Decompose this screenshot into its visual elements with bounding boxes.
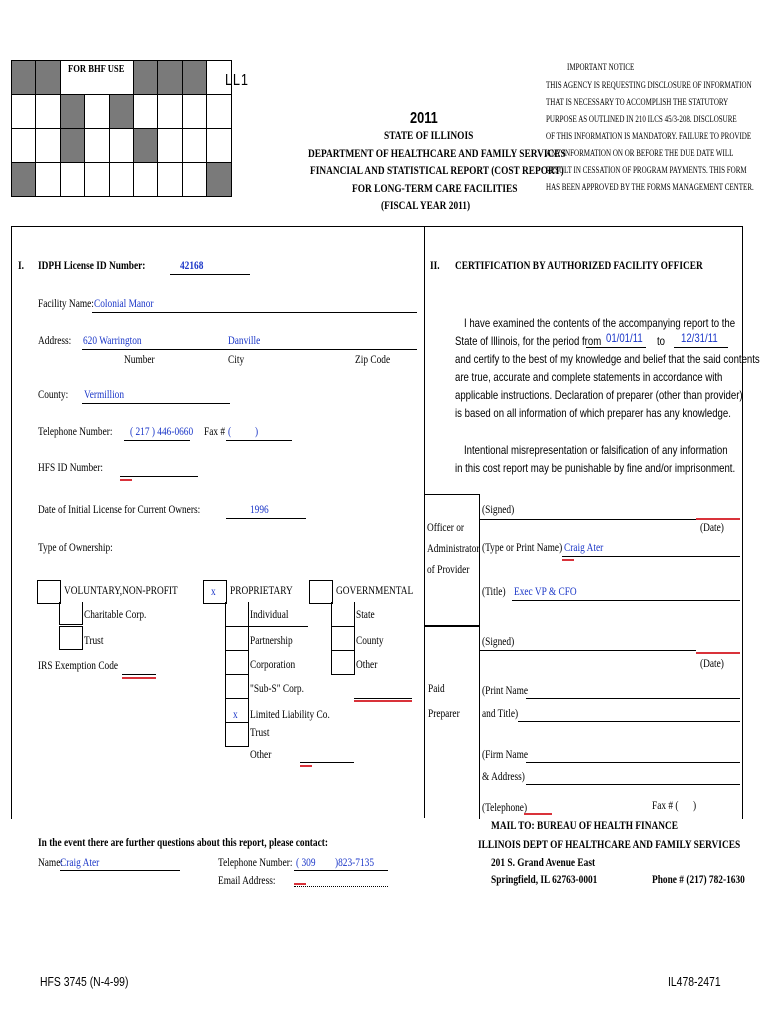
title-value[interactable]: Exec VP & CFO <box>514 584 577 598</box>
period-to-line <box>674 347 728 348</box>
print-name-label: and Title) <box>482 706 519 720</box>
individual-line <box>248 626 308 627</box>
print-name-line <box>526 698 740 699</box>
period-from-line <box>586 347 646 348</box>
date-label: (Date) <box>700 520 724 534</box>
bhf-grid-cell <box>157 128 182 163</box>
ownership-label: Type of Ownership: <box>38 540 113 554</box>
bhf-grid-cell <box>60 128 85 163</box>
other-prop-line <box>300 762 354 763</box>
idph-line <box>170 274 250 275</box>
bhf-grid-cell <box>109 94 134 129</box>
warning-line: Intentional misrepresentation or falsification of any information <box>464 443 728 457</box>
subs-corp-label: "Sub-S" Corp. <box>250 681 304 695</box>
bhf-grid-cell <box>109 128 134 163</box>
county-line <box>82 403 230 404</box>
date2-label: (Date) <box>700 656 724 670</box>
cert-line: I have examined the contents of the accompanying report to the <box>464 316 736 330</box>
state-title: STATE OF ILLINOIS <box>384 128 474 142</box>
title-label: (Title) <box>482 584 506 598</box>
zip-caption: Zip Code <box>355 352 391 366</box>
officer-label: of Provider <box>427 562 470 576</box>
contact-tel-line <box>294 870 388 871</box>
form-border <box>11 226 743 819</box>
facility-value[interactable]: Colonial Manor <box>94 296 154 310</box>
county-gov-label: County <box>356 633 384 647</box>
voluntary-label: VOLUNTARY,NON-PROFIT <box>64 583 178 597</box>
fax-label: Fax # <box>204 424 226 438</box>
print-title-line <box>518 721 740 722</box>
mail-to-line: 201 S. Grand Avenue East <box>491 855 596 869</box>
notice-line: RESULT IN CESSATION OF PROGRAM PAYMENTS. THIS FORM <box>546 165 747 175</box>
bhf-grid-cell <box>11 94 36 129</box>
firm-name-label: & Address) <box>482 769 525 783</box>
irs-line <box>122 674 156 675</box>
cert-line: are true, accurate and complete statements in accordance with <box>455 370 723 384</box>
contact-tel-area[interactable]: ( 309 <box>296 855 316 869</box>
section-one-numeral: I. <box>18 258 24 272</box>
bhf-grid-cell <box>206 128 231 163</box>
cert-line: State of Illinois, for the period from <box>455 334 602 348</box>
contact-name-line <box>60 870 180 871</box>
signed2-line <box>480 650 696 651</box>
bhf-grid-cell <box>84 94 109 129</box>
telephone2-red-mark <box>524 813 552 815</box>
department-title: DEPARTMENT OF HEALTHCARE AND FAMILY SERVICES <box>308 146 566 160</box>
bhf-grid-cell <box>133 94 158 129</box>
notice-line: THIS AGENCY IS REQUESTING DISCLOSURE OF INFORMATION <box>546 80 752 90</box>
firm-name-line <box>526 762 740 763</box>
bhf-grid-cell <box>60 94 85 129</box>
telephone-line <box>124 440 190 441</box>
warning-line: in this cost report may be punishable by fine and/or imprisonment. <box>455 461 736 475</box>
governmental-label: GOVERNMENTAL <box>336 583 414 597</box>
section-two-numeral: II. <box>430 258 440 272</box>
signed-line <box>480 519 696 520</box>
governmental-checkbox[interactable] <box>309 580 333 604</box>
prop-divider <box>225 650 248 651</box>
prop-divider <box>225 698 248 699</box>
idph-label: IDPH License ID Number: <box>38 258 146 272</box>
preparer-label: Preparer <box>428 706 460 720</box>
questions-line: In the event there are further questions about this report, please contact: <box>38 835 328 849</box>
trust-checkbox[interactable] <box>59 626 83 650</box>
bhf-grid-cell <box>182 162 207 197</box>
contact-tel-label: Telephone Number: <box>218 855 293 869</box>
notice-line: ANY INFORMATION ON OR BEFORE THE DUE DATE WILL <box>546 148 734 158</box>
facility-label: Facility Name: <box>38 296 94 310</box>
proprietary-check-mark: x <box>211 584 216 598</box>
email-red-mark <box>294 883 306 885</box>
gov-divider <box>331 650 354 651</box>
bhf-grid-cell <box>133 162 158 197</box>
bhf-grid-cell <box>182 60 207 95</box>
cert-line: and certify to the best of my knowledge and belief that the said contents <box>455 352 760 366</box>
date2-red-mark <box>696 652 740 654</box>
officer-label: Officer or <box>427 520 464 534</box>
cert-line: applicable instructions. Declaration of preparer (other than provider) <box>455 388 743 402</box>
other-prop-red-mark <box>300 765 312 767</box>
bhf-grid-cell <box>35 94 60 129</box>
charitable-checkbox[interactable] <box>59 602 83 625</box>
bhf-grid-cell <box>35 60 60 95</box>
contact-name-value[interactable]: Craig Ater <box>60 855 100 869</box>
proprietary-label: PROPRIETARY <box>230 583 293 597</box>
state-label: State <box>356 607 375 621</box>
form-year: 2011 <box>410 110 438 127</box>
address-line <box>82 349 417 350</box>
type-name-line <box>562 556 740 557</box>
firm-name-label: (Firm Name <box>482 747 529 761</box>
bhf-grid-cell <box>84 128 109 163</box>
facility-type-title: FOR LONG-TERM CARE FACILITIES <box>352 181 518 195</box>
irs-red-mark <box>122 677 156 679</box>
form-code: LL1 <box>225 72 249 89</box>
bhf-grid-cell <box>182 128 207 163</box>
number-caption: Number <box>124 352 155 366</box>
notice-line: HAS BEEN APPROVED BY THE FORMS MANAGEMENT CENTER. <box>546 182 754 192</box>
notice-line: PURPOSE AS OUTLINED IN 210 ILCS 45/3-208. DISCLOSURE <box>546 114 737 124</box>
print-name-label: (Print Name <box>482 683 529 697</box>
bhf-grid-cell <box>35 162 60 197</box>
facility-line <box>92 312 417 313</box>
officer-label-box <box>424 494 480 626</box>
city-value[interactable]: Danville <box>228 333 261 347</box>
mail-phone-line: Phone # (217) 782-1630 <box>652 872 745 886</box>
date-license-line <box>226 518 306 519</box>
notice-title: IMPORTANT NOTICE <box>567 62 635 72</box>
report-title: FINANCIAL AND STATISTICAL REPORT (COST REPORT) <box>310 163 564 177</box>
llc-label: Limited Liability Co. <box>250 707 330 721</box>
hfs-label: HFS ID Number: <box>38 460 104 474</box>
prop-divider <box>225 722 248 723</box>
period-to-label: to <box>657 334 666 348</box>
mail-to-line: MAIL TO: BUREAU OF HEALTH FINANCE <box>491 818 678 832</box>
partnership-label: Partnership <box>250 633 293 647</box>
telephone2-label: (Telephone) <box>482 800 528 814</box>
hfs-line <box>120 476 198 477</box>
trust-label: Trust <box>84 633 104 647</box>
hfs-red-mark <box>120 479 132 481</box>
governmental-options-column <box>331 602 355 675</box>
bhf-grid-cell <box>109 162 134 197</box>
type-name-red-mark <box>562 559 574 561</box>
other-gov-line <box>354 698 412 699</box>
bhf-grid-cell <box>206 162 231 197</box>
bhf-grid-cell <box>11 128 36 163</box>
prop-divider <box>225 626 248 627</box>
period-to-value[interactable]: 12/31/11 <box>681 331 718 345</box>
fiscal-year-title: (FISCAL YEAR 2011) <box>381 198 471 212</box>
mail-city-line: Springfield, IL 62763-0001 <box>491 872 598 886</box>
bhf-grid-cell <box>133 128 158 163</box>
type-name-label: (Type or Print Name) <box>482 540 563 554</box>
certification-title: CERTIFICATION BY AUTHORIZED FACILITY OFFICER <box>455 258 703 272</box>
bhf-grid-cell <box>35 128 60 163</box>
notice-line: OF THIS INFORMATION IS MANDATORY. FAILURE TO PROVIDE <box>546 131 752 141</box>
gov-divider <box>331 626 354 627</box>
other-prop-label: Other <box>250 747 272 761</box>
bhf-grid-cell <box>133 60 158 95</box>
irs-label: IRS Exemption Code <box>38 658 119 672</box>
type-name-value[interactable]: Craig Ater <box>564 540 604 554</box>
firm-address-line <box>526 784 740 785</box>
cert-line: is based on all information of which preparer has any knowledge. <box>455 406 731 420</box>
period-from-value[interactable]: 01/01/11 <box>606 331 643 345</box>
county-value[interactable]: Vermillion <box>84 387 125 401</box>
prop-divider <box>225 674 248 675</box>
footer-form-code: IL478-2471 <box>668 974 721 989</box>
address-label: Address: <box>38 333 72 347</box>
notice-line: THAT IS NECESSARY TO ACCOMPLISH THE STATUTORY <box>546 97 729 107</box>
llc-check-mark: x <box>233 707 238 721</box>
city-caption: City <box>228 352 245 366</box>
bhf-grid-cell <box>157 60 182 95</box>
mail-to-line: ILLINOIS DEPT OF HEALTHCARE AND FAMILY SERVICES <box>478 837 741 851</box>
bhf-grid-cell <box>84 162 109 197</box>
fax2-label: Fax # ( <box>652 798 679 812</box>
telephone-value[interactable]: ( 217 ) 446-0660 <box>130 424 194 438</box>
bhf-grid-cell <box>11 60 36 95</box>
email-label: Email Address: <box>218 873 276 887</box>
contact-name-label: Name: <box>38 855 63 869</box>
other-gov-red-mark <box>354 700 412 702</box>
contact-tel-number[interactable]: )823-7135 <box>335 855 374 869</box>
bhf-grid-cell <box>11 162 36 197</box>
paid-label: Paid <box>428 681 445 695</box>
preparer-label-box <box>424 626 480 819</box>
for-bhf-use-label: FOR BHF USE <box>68 63 125 75</box>
fax-line <box>226 440 292 441</box>
telephone-label: Telephone Number: <box>38 424 113 438</box>
signed2-label: (Signed) <box>482 634 515 648</box>
other-gov-label: Other <box>356 657 378 671</box>
fax-close: ) <box>255 424 259 438</box>
street-value[interactable]: 620 Warrington <box>83 333 142 347</box>
footer-form-number: HFS 3745 (N-4-99) <box>40 974 129 989</box>
email-line <box>294 886 388 887</box>
signed-label: (Signed) <box>482 502 515 516</box>
bhf-grid-cell <box>157 162 182 197</box>
idph-value[interactable]: 42168 <box>180 258 204 272</box>
charitable-label: Charitable Corp. <box>84 607 147 621</box>
corporation-label: Corporation <box>250 657 296 671</box>
bhf-grid-cell <box>157 94 182 129</box>
fax2-close: ) <box>693 798 697 812</box>
fax-open: ( <box>228 424 232 438</box>
date-license-label: Date of Initial License for Current Owners: <box>38 502 201 516</box>
county-label: County: <box>38 387 69 401</box>
bhf-grid-cell <box>206 94 231 129</box>
bhf-grid-cell <box>60 162 85 197</box>
trust-prop-label: Trust <box>250 725 270 739</box>
individual-label: Individual <box>250 607 289 621</box>
voluntary-checkbox[interactable] <box>37 580 61 604</box>
date-red-mark <box>696 518 740 520</box>
date-license-value[interactable]: 1996 <box>250 502 269 516</box>
title-line <box>512 600 740 601</box>
officer-label: Administrator <box>427 541 480 555</box>
bhf-grid-cell <box>182 94 207 129</box>
